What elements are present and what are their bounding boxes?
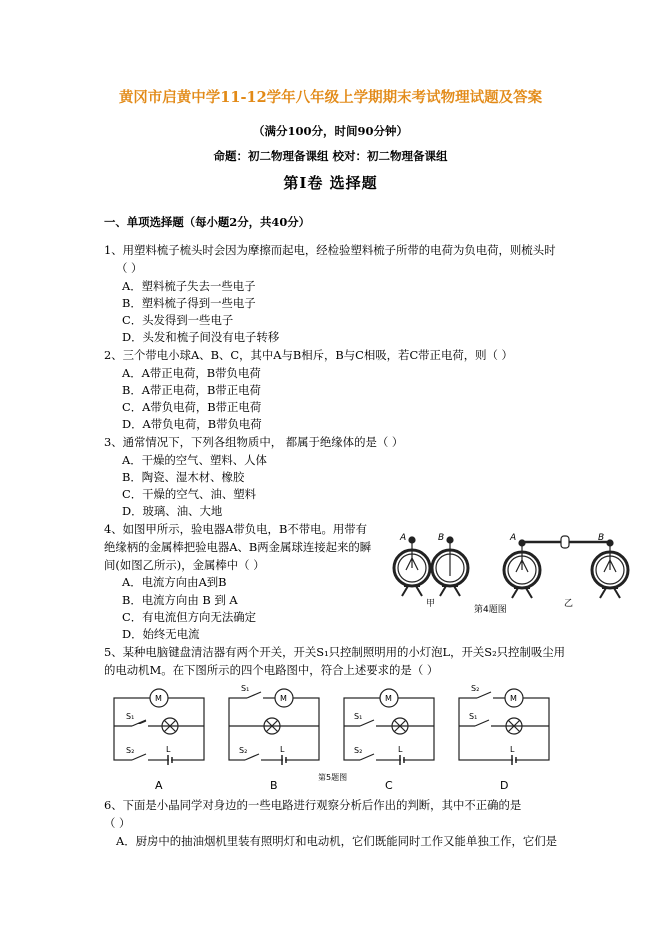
circuit-d-s1-label: S₁ [469, 712, 478, 721]
circuit-a-motor-label: M [155, 694, 162, 703]
q4-figure-caption: 第4题图 [474, 605, 507, 615]
q4-label-b-right: B [598, 533, 605, 543]
q6-option-a: A．厨房中的抽油烟机里装有照明灯和电动机，它们既能同时工作又能单独工作，它们是 [116, 834, 558, 848]
q4-label-b-left: B [438, 533, 445, 543]
q1-option-c: C．头发得到一些电子 [122, 313, 234, 327]
q4-option-a: A．电流方向由A到B [122, 575, 227, 589]
volume-heading: 第Ⅰ卷 选择题 [283, 174, 378, 192]
circuit-d [459, 689, 549, 765]
q5-stem-line1: 5、某种电脑键盘清洁器有两个开关，开关S₁只控制照明用的小灯泡L，开关S₂只控制吸尘用 [104, 645, 566, 659]
q3-option-c: C．干燥的空气、油、塑料 [122, 487, 257, 501]
circuit-option-c: C [385, 779, 393, 792]
q1-stem: 1、用塑料梳子梳头时会因为摩擦而起电，经检验塑料梳子所带的电荷为负电荷，则梳头时 [104, 243, 556, 257]
q2-option-c: C．A带负电荷，B带正电荷 [122, 400, 262, 414]
circuit-d-s2-label: S₂ [471, 684, 480, 693]
score-line: （满分100分，时间90分钟） [252, 124, 408, 138]
q2-option-b: B．A带正电荷，B带正电荷 [122, 383, 261, 397]
circuit-a-s1-label: S₁ [126, 712, 135, 721]
q5-figure-circuits [104, 683, 564, 795]
circuit-c-motor-label: M [385, 694, 392, 703]
q4-stem-line3: 间(如图乙所示)，金属棒中（ ） [104, 558, 265, 572]
circuit-b-s2-label: S₂ [239, 746, 248, 755]
q3-option-a: A．干燥的空气、塑料、人体 [122, 453, 267, 467]
document-title: 黄冈市启黄中学11-12学年八年级上学期期末考试物理试题及答案 [118, 89, 543, 106]
q4-label-jia: 甲 [426, 599, 436, 609]
q4-option-b: B．电流方向由 B 到 A [122, 593, 238, 607]
q5-figure-caption: 第5题图 [318, 773, 348, 782]
q1-paren: （ ） [116, 261, 143, 275]
q4-option-c: C．有电流但方向无法确定 [122, 610, 257, 624]
q1-option-b: B．塑料梳子得到一些电子 [122, 296, 256, 310]
q4-label-a-right: A [510, 533, 517, 543]
q4-option-d: D．始终无电流 [122, 627, 200, 641]
author-line: 命题：初二物理备课组 校对：初二物理备课组 [213, 149, 448, 163]
q4-figure-electroscopes [390, 528, 640, 620]
circuit-option-a: A [155, 779, 163, 792]
q2-option-d: D．A带负电荷，B带负电荷 [122, 417, 262, 431]
q5-stem-line2: 的电动机M。在下图所示的四个电路图中，符合上述要求的是（ ） [104, 663, 439, 677]
q3-stem: 3、通常情况下，下列各组物质中， 都属于绝缘体的是（ ） [104, 435, 404, 449]
circuit-c-s1-label: S₁ [354, 712, 363, 721]
q1-option-a: A．塑料梳子失去一些电子 [122, 279, 256, 293]
q3-option-b: B．陶瓷、湿木材、橡胶 [122, 470, 245, 484]
circuit-a-s2-label: S₂ [126, 746, 135, 755]
q6-paren: （ ） [104, 816, 131, 830]
q4-stem-line1: 4、如图甲所示，验电器A带负电，B不带电。用带有 [104, 522, 368, 536]
circuit-b-motor-label: M [280, 694, 287, 703]
circuit-c-s2-label: S₂ [354, 746, 363, 755]
circuit-b-lamp-label: L [280, 745, 285, 754]
q3-option-d: D．玻璃、油、大地 [122, 504, 223, 518]
circuit-a-lamp-label: L [166, 745, 171, 754]
circuit-d-lamp-label: L [510, 745, 515, 754]
q2-option-a: A．A带正电荷，B带负电荷 [122, 366, 261, 380]
q1-option-d: D．头发和梳子间没有电子转移 [122, 330, 280, 344]
q6-stem-line1: 6、下面是小晶同学对身边的一些电路进行观察分析后作出的判断，其中不正确的是 [104, 798, 522, 812]
q2-stem: 2、三个带电小球A、B、C，其中A与B相斥，B与C相吸，若C带正电荷，则（ ） [104, 348, 513, 362]
q4-stem-line2: 绝缘柄的金属棒把验电器A、B两金属球连接起来的瞬 [104, 540, 372, 554]
circuit-option-d: D [500, 779, 509, 792]
circuit-b-s1-label: S₁ [241, 684, 250, 693]
circuit-c-lamp-label: L [398, 745, 403, 754]
q4-label-yi: 乙 [564, 599, 574, 609]
circuit-d-motor-label: M [510, 694, 517, 703]
q4-label-a-left: A [400, 533, 407, 543]
part1-heading: 一、单项选择题（每小题2分，共40分） [104, 215, 311, 229]
circuit-option-b: B [270, 779, 278, 792]
